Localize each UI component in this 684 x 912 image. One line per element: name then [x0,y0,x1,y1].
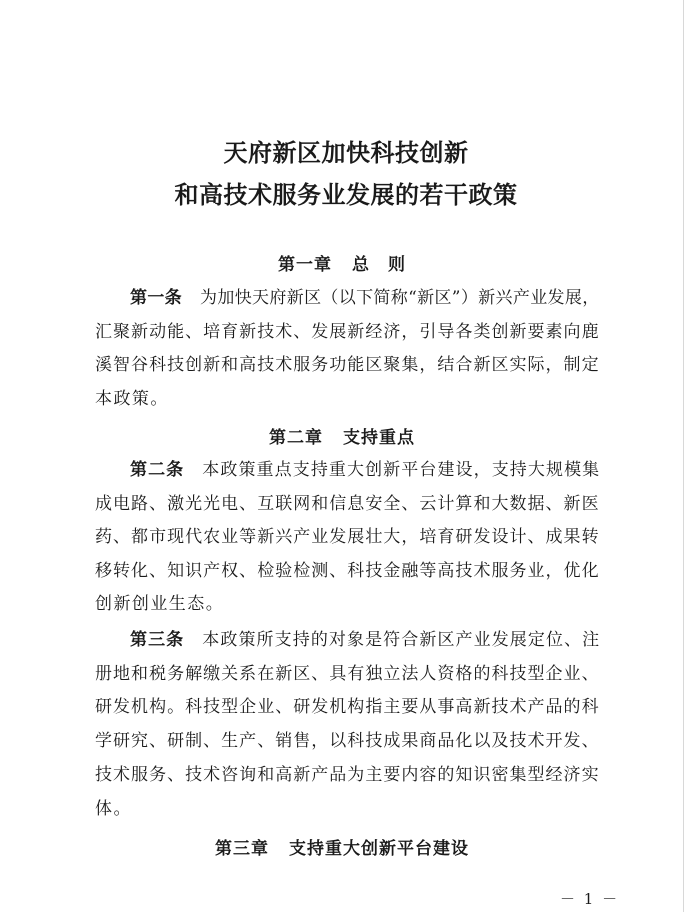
chapter-name: 总 则 [352,255,406,275]
chapter-number: 第一章 [278,255,332,275]
page-number: － 1 － [560,890,620,908]
chapter-name: 支持重大创新平台建设 [289,839,469,859]
article-label: 第二条 [130,460,185,480]
article-2-line-1 [130,460,600,480]
document-title-line-1: 天府新区加快科技创新 [223,138,469,167]
chapter-number: 第二章 [269,428,323,448]
article-3-line-4: 学研究、研制、生产、销售，以科技成果商品化以及技术开发、 [95,731,600,751]
article-label: 第三条 [130,630,185,650]
article-label: 第一条 [130,288,183,308]
article-3-line-6: 体。 [95,799,132,819]
article-1-line-3: 溪智谷科技创新和高技术服务功能区聚集，结合新区实际，制定 [95,355,600,375]
chapter-number: 第三章 [215,839,269,859]
article-2-line-3: 药、都市现代农业等新兴产业发展壮大，培育研发设计、成果转 [95,527,600,547]
article-3-line-1 [130,630,600,650]
article-3-line-5: 技术服务、技术咨询和高新产品为主要内容的知识密集型经济实 [95,765,600,785]
article-3-line-3: 研发机构。科技型企业、研发机构指主要从事高新技术产品的科 [95,697,600,717]
chapter-heading-1 [0,250,684,275]
article-1-line-4: 本政策。 [95,389,169,409]
article-2-line-2: 成电路、激光光电、互联网和信息安全、云计算和大数据、新医 [95,494,600,514]
article-2-line-5: 创新创业生态。 [95,594,225,614]
chapter-heading-3 [0,834,684,859]
article-text: 为加快天府新区（以下简称“新区”）新兴产业发展， [200,288,600,308]
article-text: 本政策重点支持重大创新平台建设，支持大规模集 [202,460,601,480]
article-text: 本政策所支持的对象是符合新区产业发展定位、注 [202,630,601,650]
article-3-line-2: 册地和税务解缴关系在新区、具有独立法人资格的科技型企业、 [95,664,600,684]
article-2-line-4: 移转化、知识产权、检验检测、科技金融等高技术服务业，优化 [95,561,600,581]
chapter-name: 支持重点 [343,428,415,448]
article-1-line-2: 汇聚新动能、培育新技术、发展新经济，引导各类创新要素向鹿 [95,322,600,342]
chapter-heading-2 [0,423,684,448]
article-1-line-1 [130,288,600,308]
document-title-line-2: 和高技术服务业发展的若干政策 [174,180,518,209]
